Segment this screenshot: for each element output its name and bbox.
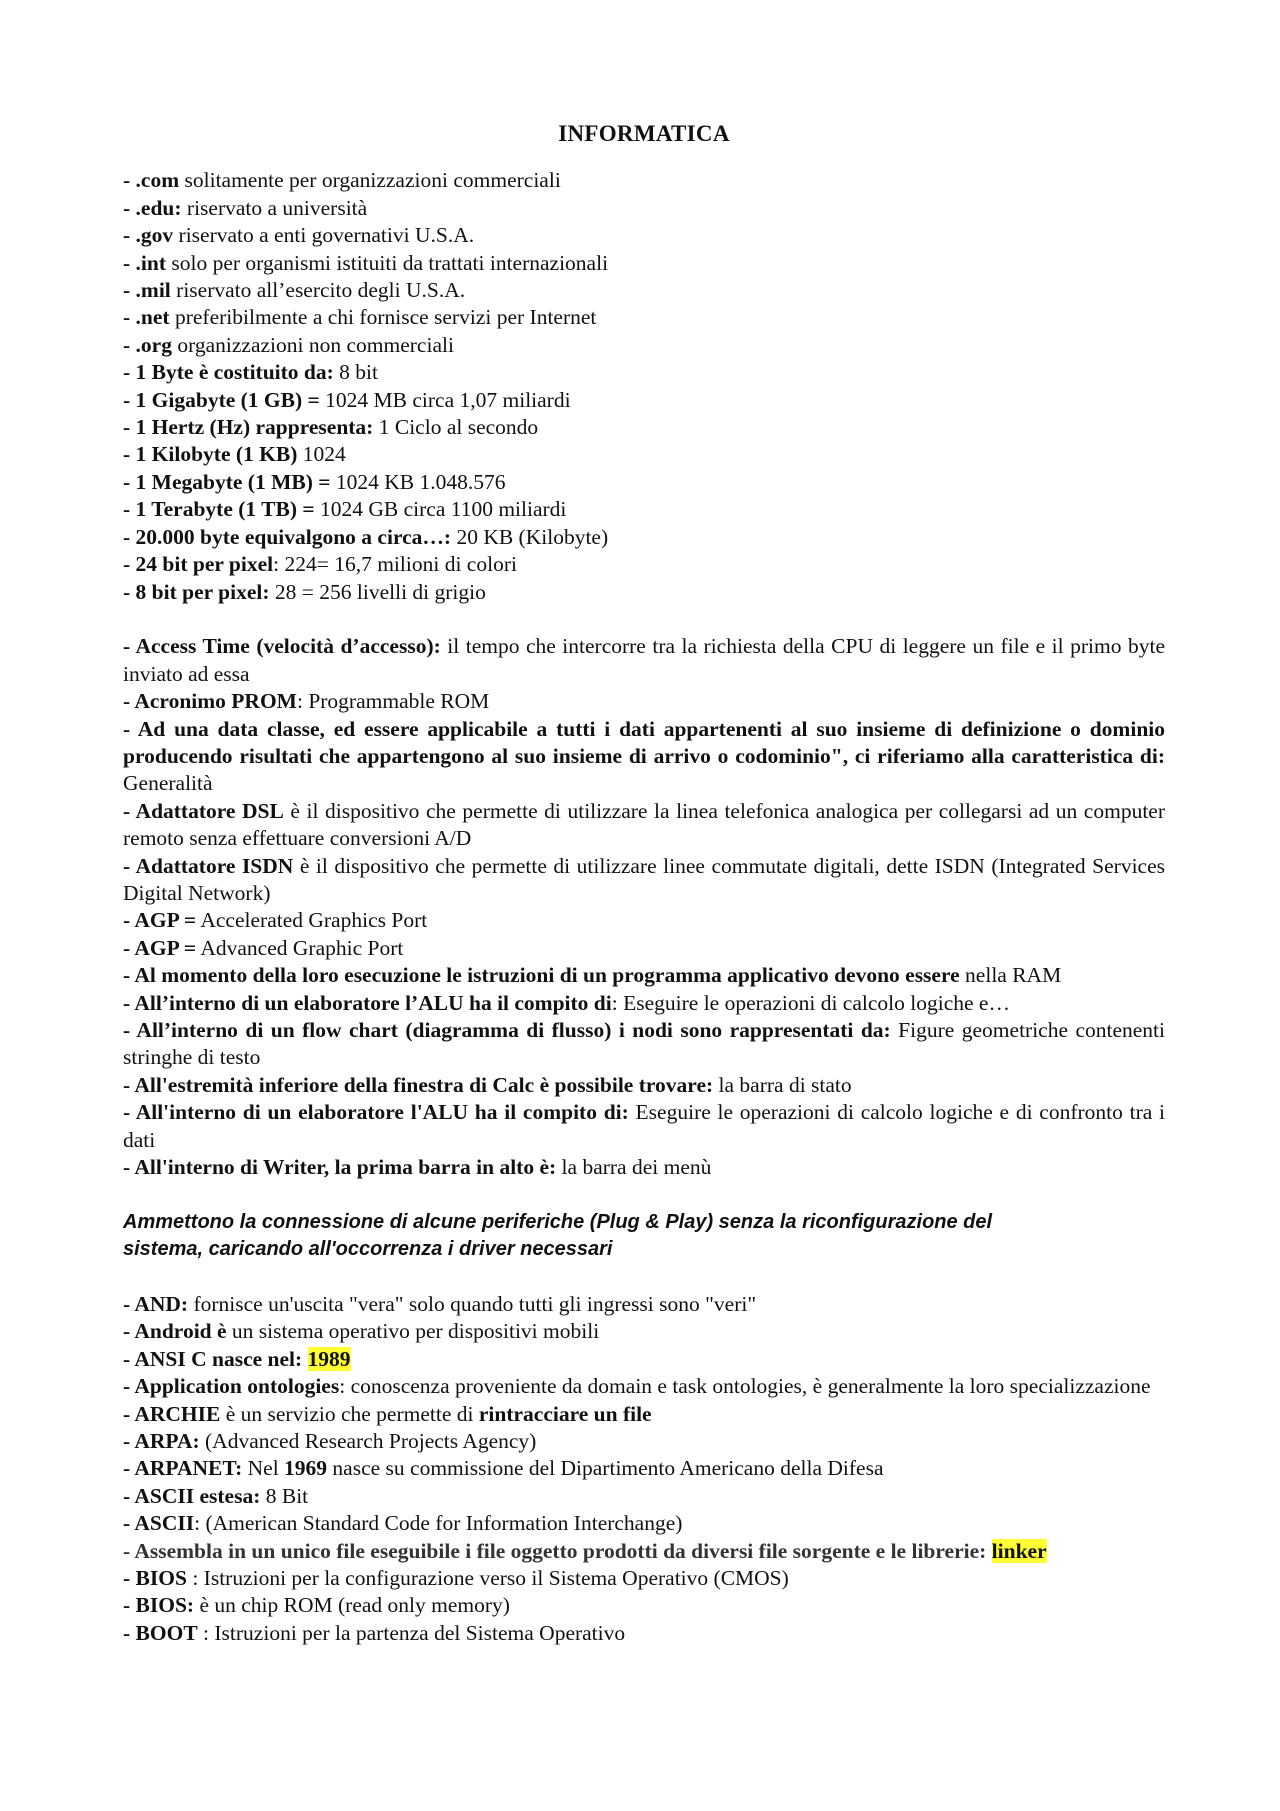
list-item bbox=[123, 853, 1165, 908]
list-item bbox=[123, 414, 1165, 441]
list-item bbox=[123, 688, 1165, 715]
highlighted-year: 1989 bbox=[307, 1346, 351, 1371]
entry-term: - ASCII estesa: bbox=[123, 1483, 261, 1508]
list-item bbox=[123, 277, 1165, 304]
entry-definition: organizzazioni non commerciali bbox=[171, 332, 454, 357]
entry-term: - 24 bit per pixel bbox=[123, 552, 274, 577]
entry-term: - .mil bbox=[123, 278, 171, 303]
entry-definition: : conoscenza proveniente da domain e task ontologies, è generalmente la loro specializzazione bbox=[339, 1374, 1151, 1399]
entry-emphasis: rintracciare un file bbox=[478, 1401, 652, 1426]
entry-definition: solitamente per organizzazioni commerciali bbox=[179, 168, 561, 193]
italic-note bbox=[123, 1209, 1165, 1264]
entry-definition: è il dispositivo che permette di utilizzare la linea telefonica analogica per collegarsi ad un computer remoto senza effettuare conversioni A/D bbox=[123, 798, 1165, 851]
entry-term: - All’interno di un flow chart (diagramma di flusso) i nodi sono rappresentati da: bbox=[123, 1017, 891, 1042]
entry-definition: (Advanced Research Projects Agency) bbox=[199, 1429, 537, 1454]
list-item bbox=[123, 524, 1165, 551]
section-a-terms bbox=[123, 633, 1165, 1181]
list-item bbox=[123, 250, 1165, 277]
note-line-1: Ammettono la connessione di alcune periferiche (Plug & Play) senza la riconfigurazione del bbox=[123, 1210, 993, 1233]
entry-definition: nella RAM bbox=[959, 963, 1062, 988]
entry-term: - ARPA: bbox=[123, 1429, 200, 1454]
list-item bbox=[123, 798, 1165, 853]
list-item bbox=[123, 441, 1165, 468]
entry-term: - All'estremità inferiore della finestra di Calc è possibile trovare: bbox=[123, 1072, 714, 1097]
list-item bbox=[123, 1154, 1165, 1181]
entry-definition: Accelerated Graphics Port bbox=[196, 908, 428, 933]
entry-definition: 20 KB (Kilobyte) bbox=[451, 524, 609, 549]
entry-definition: : Istruzioni per la partenza del Sistema Operativo bbox=[197, 1620, 626, 1645]
entry-ascii-estesa bbox=[123, 1483, 1165, 1510]
list-item bbox=[123, 496, 1165, 523]
entry-term: - Adattatore DSL bbox=[123, 798, 284, 823]
entry-arpanet bbox=[123, 1455, 1165, 1482]
entry-term: - All’interno di un elaboratore l’ALU ha il compito di bbox=[123, 990, 612, 1015]
entry-definition: 1 Ciclo al secondo bbox=[373, 415, 539, 440]
entry-definition: la barra dei menù bbox=[556, 1155, 712, 1180]
list-item bbox=[123, 359, 1165, 386]
list-item bbox=[123, 387, 1165, 414]
list-item bbox=[123, 990, 1165, 1017]
entry-term: - Acronimo PROM bbox=[123, 689, 297, 714]
entry-definition: 1024 bbox=[297, 442, 346, 467]
list-item bbox=[123, 469, 1165, 496]
list-item bbox=[123, 551, 1165, 578]
entry-term: - ANSI C nasce nel: bbox=[123, 1346, 303, 1371]
entry-term: - BIOS: bbox=[123, 1593, 195, 1618]
entry-definition: riservato a università bbox=[181, 195, 368, 220]
entry-definition: : Istruzioni per la configurazione verso il Sistema Operativo (CMOS) bbox=[186, 1566, 789, 1591]
entry-term: - 8 bit per pixel: bbox=[123, 579, 270, 604]
list-item bbox=[123, 304, 1165, 331]
entry-definition: è un chip ROM (read only memory) bbox=[194, 1593, 510, 1618]
entry-term: - Ad una data classe, ed essere applicabile a tutti i dati appartenenti al suo insieme di definizione o dominio producendo risultati che appartengono al suo insieme di arrivo o codominio", ci riferiamo alla caratteristica di: bbox=[123, 716, 1165, 768]
entry-definition: preferibilmente a chi fornisce servizi per Internet bbox=[169, 305, 597, 330]
entry-definition: è un servizio che permette di bbox=[220, 1401, 479, 1426]
entry-definition: : (American Standard Code for Information Interchange) bbox=[194, 1511, 683, 1536]
entry-spacer bbox=[986, 1539, 991, 1563]
entry-term: - 20.000 byte equivalgono a circa…: bbox=[123, 524, 452, 549]
entry-term: - 1 Gigabyte (1 GB) = bbox=[123, 387, 320, 412]
entry-term: - All'interno di Writer, la prima barra in alto è: bbox=[123, 1155, 557, 1180]
entry-definition: solo per organismi istituiti da trattati internazionali bbox=[166, 250, 609, 275]
document-title: INFORMATICA bbox=[558, 121, 730, 146]
entry-and bbox=[123, 1291, 1165, 1318]
entry-definition: riservato all’esercito degli U.S.A. bbox=[170, 278, 466, 303]
list-item bbox=[123, 222, 1165, 249]
entry-android bbox=[123, 1318, 1165, 1345]
entry-term: - .org bbox=[123, 332, 172, 357]
entry-definition: Advanced Graphic Port bbox=[196, 935, 404, 960]
list-item bbox=[123, 1017, 1165, 1072]
entry-definition: 8 bit bbox=[333, 360, 378, 385]
entry-term: - AGP = bbox=[123, 935, 197, 960]
entry-definition: Figure geometriche contenenti stringhe di testo bbox=[123, 1017, 1166, 1070]
entry-definition: Generalità bbox=[123, 771, 213, 796]
entry-application-ontologies bbox=[123, 1373, 1165, 1400]
list-item bbox=[123, 907, 1165, 934]
entry-bios-2 bbox=[123, 1592, 1165, 1619]
entry-term: - 1 Hertz (Hz) rappresenta: bbox=[123, 415, 374, 440]
entry-definition: la barra di stato bbox=[713, 1072, 852, 1097]
entry-definition: nasce su commissione del Dipartimento Americano della Difesa bbox=[327, 1456, 884, 1481]
entry-term: - Application ontologies bbox=[123, 1374, 340, 1399]
entry-term: - AGP = bbox=[123, 908, 197, 933]
entry-arpa bbox=[123, 1428, 1165, 1455]
entry-term: - .int bbox=[123, 250, 166, 275]
list-item bbox=[123, 716, 1165, 798]
entry-emphasis: 1969 bbox=[284, 1456, 328, 1481]
entry-definition: è il dispositivo che permette di utilizzare linee commutate digitali, dette ISDN (Integrated Services Digital Network) bbox=[123, 853, 1165, 905]
entry-definition: Nel bbox=[242, 1456, 285, 1481]
entry-definition: 8 Bit bbox=[260, 1483, 309, 1508]
entry-definition: : 224= 16,7 milioni di colori bbox=[273, 552, 517, 577]
entry-term: - .com bbox=[123, 168, 180, 193]
entry-bios-1 bbox=[123, 1565, 1165, 1592]
list-item bbox=[123, 1072, 1165, 1099]
entry-term: - Android è bbox=[123, 1319, 227, 1344]
entry-term: - .edu: bbox=[123, 195, 182, 220]
section-domains-units bbox=[123, 167, 1165, 606]
list-item bbox=[123, 332, 1165, 359]
entry-archie bbox=[123, 1401, 1165, 1428]
entry-definition: 1024 MB circa 1,07 miliardi bbox=[319, 387, 571, 412]
spacer bbox=[123, 606, 1165, 633]
spacer bbox=[123, 1264, 1165, 1291]
list-item bbox=[123, 195, 1165, 222]
entry-term: - Al momento della loro esecuzione le istruzioni di un programma applicativo devono essere bbox=[123, 963, 960, 988]
entry-term: - BIOS bbox=[123, 1566, 187, 1591]
entry-term: - .gov bbox=[123, 223, 174, 248]
entry-definition: fornisce un'uscita "vera" solo quando tutti gli ingressi sono "veri" bbox=[188, 1292, 757, 1317]
entry-term: - 1 Byte è costituito da: bbox=[123, 360, 334, 385]
spacer bbox=[123, 1181, 1165, 1208]
section-a-b-terms bbox=[123, 1291, 1165, 1647]
entry-definition: : Eseguire le operazioni di calcolo logiche e… bbox=[611, 990, 1010, 1015]
entry-term: - 1 Megabyte (1 MB) = bbox=[123, 469, 331, 494]
entry-term: - .net bbox=[123, 305, 170, 330]
list-item bbox=[123, 633, 1165, 688]
entry-term: - 1 Terabyte (1 TB) = bbox=[123, 497, 315, 522]
entry-definition: 28 = 256 livelli di grigio bbox=[269, 579, 486, 604]
entry-term: - BOOT bbox=[123, 1620, 198, 1645]
entry-assembla bbox=[123, 1538, 1165, 1565]
entry-term: - Access Time (velocità d’accesso): bbox=[123, 634, 441, 659]
entry-spacer bbox=[302, 1347, 307, 1371]
entry-definition: 1024 GB circa 1100 miliardi bbox=[314, 497, 567, 522]
list-item bbox=[123, 1099, 1165, 1154]
entry-term: - All'interno di un elaboratore l'ALU ha il compito di: bbox=[123, 1100, 629, 1125]
entry-term: - AND: bbox=[123, 1292, 189, 1317]
entry-term: - Adattatore ISDN bbox=[123, 853, 294, 878]
entry-definition: 1024 KB 1.048.576 bbox=[330, 469, 506, 494]
entry-ascii bbox=[123, 1510, 1165, 1537]
entry-definition: un sistema operativo per dispositivi mobili bbox=[226, 1319, 600, 1344]
entry-ansi-c bbox=[123, 1346, 1165, 1373]
entry-term: - Assembla in un unico file eseguibile i file oggetto prodotti da diversi file sorgente e le librerie: bbox=[123, 1538, 987, 1563]
entry-definition: : Programmable ROM bbox=[296, 689, 490, 714]
highlighted-answer: linker bbox=[991, 1538, 1047, 1563]
note-line-2: sistema, caricando all'occorrenza i driver necessari bbox=[123, 1238, 613, 1261]
entry-term: - ARPANET: bbox=[123, 1456, 243, 1481]
document-page bbox=[123, 120, 1165, 1647]
list-item bbox=[123, 167, 1165, 194]
entry-term: - ARCHIE bbox=[123, 1401, 221, 1426]
entry-definition: riservato a enti governativi U.S.A. bbox=[173, 223, 475, 248]
list-item bbox=[123, 579, 1165, 606]
entry-term: - ASCII bbox=[123, 1511, 195, 1536]
entry-definition: il tempo che intercorre tra la richiesta della CPU di leggere un file e il primo byte inviato ad essa bbox=[123, 634, 1165, 686]
entry-term: - 1 Kilobyte (1 KB) bbox=[123, 442, 298, 467]
entry-definition: Eseguire le operazioni di calcolo logiche e di confronto tra i dati bbox=[123, 1100, 1165, 1152]
list-item bbox=[123, 962, 1165, 989]
entry-boot bbox=[123, 1620, 1165, 1647]
list-item bbox=[123, 935, 1165, 962]
